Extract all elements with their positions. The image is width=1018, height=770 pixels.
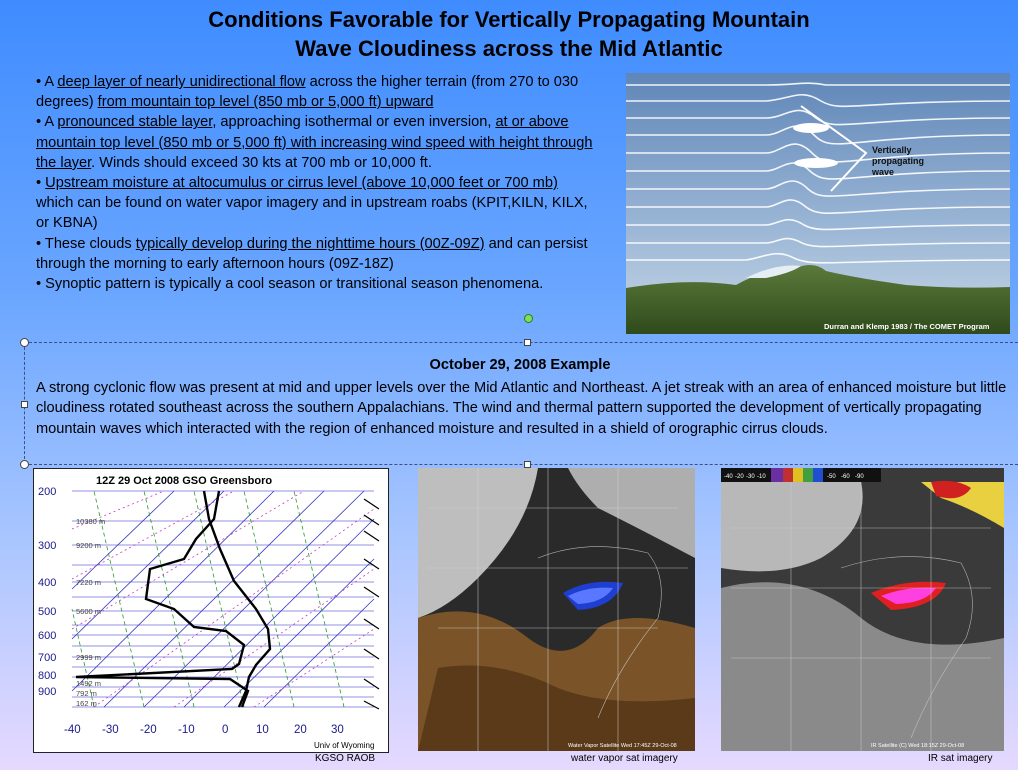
- temp-label: 20: [294, 724, 307, 736]
- resize-handle-top-left[interactable]: [20, 338, 29, 347]
- height-label: 2999 m: [76, 653, 102, 662]
- temp-label: 10: [256, 724, 269, 736]
- ir-scale-label: -10: [757, 474, 766, 480]
- wv-timestamp: Water Vapor Satellite Wed 17:45Z 29-Oct-08: [568, 743, 677, 749]
- title-line-1: Conditions Favorable for Vertically Propagating Mountain: [208, 7, 810, 32]
- ir-timestamp: IR Satellite (C) Wed 18:15Z 29-Oct-08: [871, 743, 965, 749]
- pressure-label: 400: [38, 577, 57, 589]
- water-vapor-image: [418, 468, 695, 751]
- bullet-timing: • These clouds typically develop during the nighttime hours (00Z-09Z) and can persist through the morning to early afternoon hours (09Z-18Z): [36, 235, 588, 272]
- ir-satellite-map: [721, 468, 1004, 751]
- sounding-credit: Univ of Wyoming: [314, 741, 375, 750]
- skewt-sounding-panel: [33, 468, 389, 753]
- height-label: 10380 m: [76, 517, 106, 526]
- selection-border-bottom: [24, 464, 1018, 465]
- ir-image: [721, 468, 1004, 751]
- pressure-label: 700: [38, 652, 57, 664]
- slide-title: [0, 5, 1018, 63]
- ir-scale-label: -40: [724, 474, 733, 480]
- example-text[interactable]: A strong cyclonic flow was present at mid and upper levels over the Mid Atlantic and Northeast. A jet streak with an area of enhanced moisture but little cloudiness rotated southeast across the southern Appalachians. The wind and thermal pattern supported the development of vertically propagating mountain waves which interacted with the region of enhanced moisture and resulted in a shield of orographic cirrus clouds.: [36, 380, 1007, 437]
- wave-label-line-3: wave: [872, 167, 895, 177]
- pressure-label: 500: [38, 606, 57, 618]
- wind-barbs: [364, 499, 379, 709]
- example-title: October 29, 2008 Example: [429, 357, 611, 373]
- bullet-upstream-moisture: • Upstream moisture at altocumulus or cirrus level (above 10,000 feet or 700 mb) which can be found on water vapor imagery and in upstream roabs (KPIT,KILN, KILX, or KBNA): [36, 175, 588, 232]
- ir-scale-label: -50: [827, 474, 836, 480]
- bullet-stable-layer: • A pronounced stable layer, approaching isothermal or even inversion, at or above mountain top level (850 mb or 5,000 ft) with increasing wind speed with height through the layer. Winds should exceed 30 kts at 700 mb or 10,000 ft.: [36, 114, 593, 171]
- height-label: 162 m: [76, 699, 97, 708]
- rotate-handle[interactable]: [524, 314, 533, 323]
- resize-handle-left[interactable]: [21, 401, 28, 408]
- ir-caption: IR sat imagery: [928, 753, 993, 764]
- ir-scale-label: -90: [855, 474, 864, 480]
- ir-scale-label: -60: [841, 474, 850, 480]
- height-label: 7220 m: [76, 578, 102, 587]
- pressure-label: 200: [38, 486, 57, 498]
- pressure-label: 600: [38, 630, 57, 642]
- height-label: 1492 m: [76, 679, 102, 688]
- water-vapor-satellite-map: [418, 468, 695, 751]
- sounding-caption: KGSO RAOB: [315, 753, 376, 764]
- bullet-synoptic: • Synoptic pattern is typically a cool season or transitional season phenomena.: [36, 276, 544, 293]
- mountain-wave-illustration: [626, 73, 1010, 334]
- ir-scale-label: -20: [735, 474, 744, 480]
- pressure-label: 900: [38, 686, 57, 698]
- wv-caption: water vapor sat imagery: [571, 753, 678, 764]
- diagram-credit: Durran and Klemp 1983 / The COMET Program: [824, 322, 990, 331]
- criteria-bullet-list: [36, 72, 596, 294]
- temp-label: -40: [64, 724, 81, 736]
- bullet-deep-flow: • A deep layer of nearly unidirectional flow across the higher terrain (from 270 to 030 degrees) from mountain top level (850 mb or 5,000 ft) upward: [36, 74, 579, 111]
- pressure-label: 300: [38, 540, 57, 552]
- temp-label: 0: [222, 724, 229, 736]
- ir-scale-label: -30: [746, 474, 755, 480]
- height-label: 792 m: [76, 689, 97, 698]
- height-label: 5600 m: [76, 607, 102, 616]
- temp-label: 30: [331, 724, 344, 736]
- resize-handle-bottom-left[interactable]: [20, 460, 29, 469]
- resize-handle-top[interactable]: [524, 339, 531, 346]
- pressure-label: 800: [38, 670, 57, 682]
- height-label: 9200 m: [76, 541, 102, 550]
- resize-handle-bottom[interactable]: [524, 461, 531, 468]
- skewt-diagram: [34, 469, 388, 752]
- selection-border-top: [24, 342, 1018, 343]
- wave-label-line-2: propagating: [872, 156, 924, 166]
- temp-label: -10: [178, 724, 195, 736]
- title-line-2: Wave Cloudiness across the Mid Atlantic: [295, 36, 723, 61]
- sounding-title: 12Z 29 Oct 2008 GSO Greensboro: [96, 475, 273, 487]
- mountain-wave-diagram: [626, 73, 1010, 334]
- wave-label-line-1: Vertically: [872, 145, 912, 155]
- temp-label: -30: [102, 724, 119, 736]
- temp-label: -20: [140, 724, 157, 736]
